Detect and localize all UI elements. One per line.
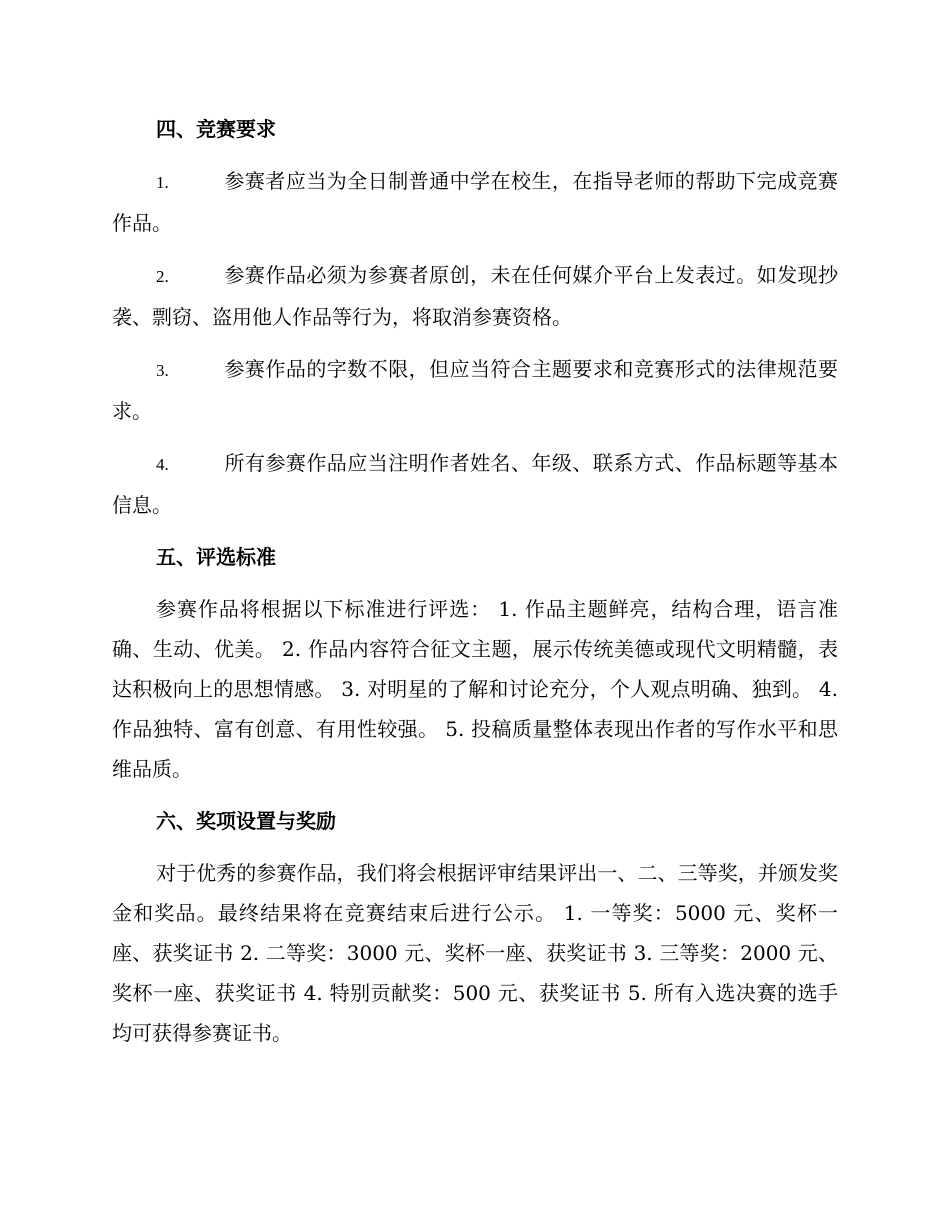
section-heading-requirements: 四、竞赛要求 <box>156 117 276 141</box>
section-heading-criteria: 五、评选标准 <box>156 545 276 569</box>
list-item-text: 参赛者应当为全日制普通中学在校生，在指导老师的帮助下完成竞赛作品。 <box>112 169 838 235</box>
list-item <box>112 255 838 337</box>
list-item-number: 4. <box>156 455 169 474</box>
list-item <box>112 443 838 525</box>
document-page <box>112 109 838 1065</box>
list-item-text: 所有参赛作品应当注明作者姓名、年级、联系方式、作品标题等基本信息。 <box>112 451 838 517</box>
criteria-paragraph: 参赛作品将根据以下标准进行评选： 1. 作品主题鲜亮，结构合理，语言准确、生动、优美。 2. 作品内容符合征文主题，展示传统美德或现代文明精髓，表达积极向上的思想情感。 3. 对明星的了解和讨论充分，个人观点明确、独到。 4. 作品独特、富有创意、有用性较强。 5. 投稿质量整体表现出作者的写作水平和思维品质。 <box>112 597 838 781</box>
list-item-number: 2. <box>156 267 169 286</box>
list-item <box>112 161 838 243</box>
list-item-number: 3. <box>156 361 169 380</box>
list-item-text: 参赛作品必须为参赛者原创，未在任何媒介平台上发表过。如发现抄袭、剽窃、盗用他人作品等行为，将取消参赛资格。 <box>112 263 838 329</box>
section-heading-awards: 六、奖项设置与奖励 <box>156 809 336 833</box>
list-item-text: 参赛作品的字数不限，但应当符合主题要求和竞赛形式的法律规范要求。 <box>112 357 838 423</box>
list-item-number: 1. <box>156 173 169 192</box>
awards-paragraph: 对于优秀的参赛作品，我们将会根据评审结果评出一、二、三等奖，并颁发奖金和奖品。最终结果将在竞赛结束后进行公示。 1. 一等奖：5000 元、奖杯一座、获奖证书 2. 二等奖：3000 元、奖杯一座、获奖证书 3. 三等奖：2000 元、奖杯一座、获奖证书 4. 特别贡献奖：500 元、获奖证书 5. 所有入选决赛的选手均可获得参赛证书。 <box>112 861 838 1045</box>
list-item <box>112 349 838 431</box>
